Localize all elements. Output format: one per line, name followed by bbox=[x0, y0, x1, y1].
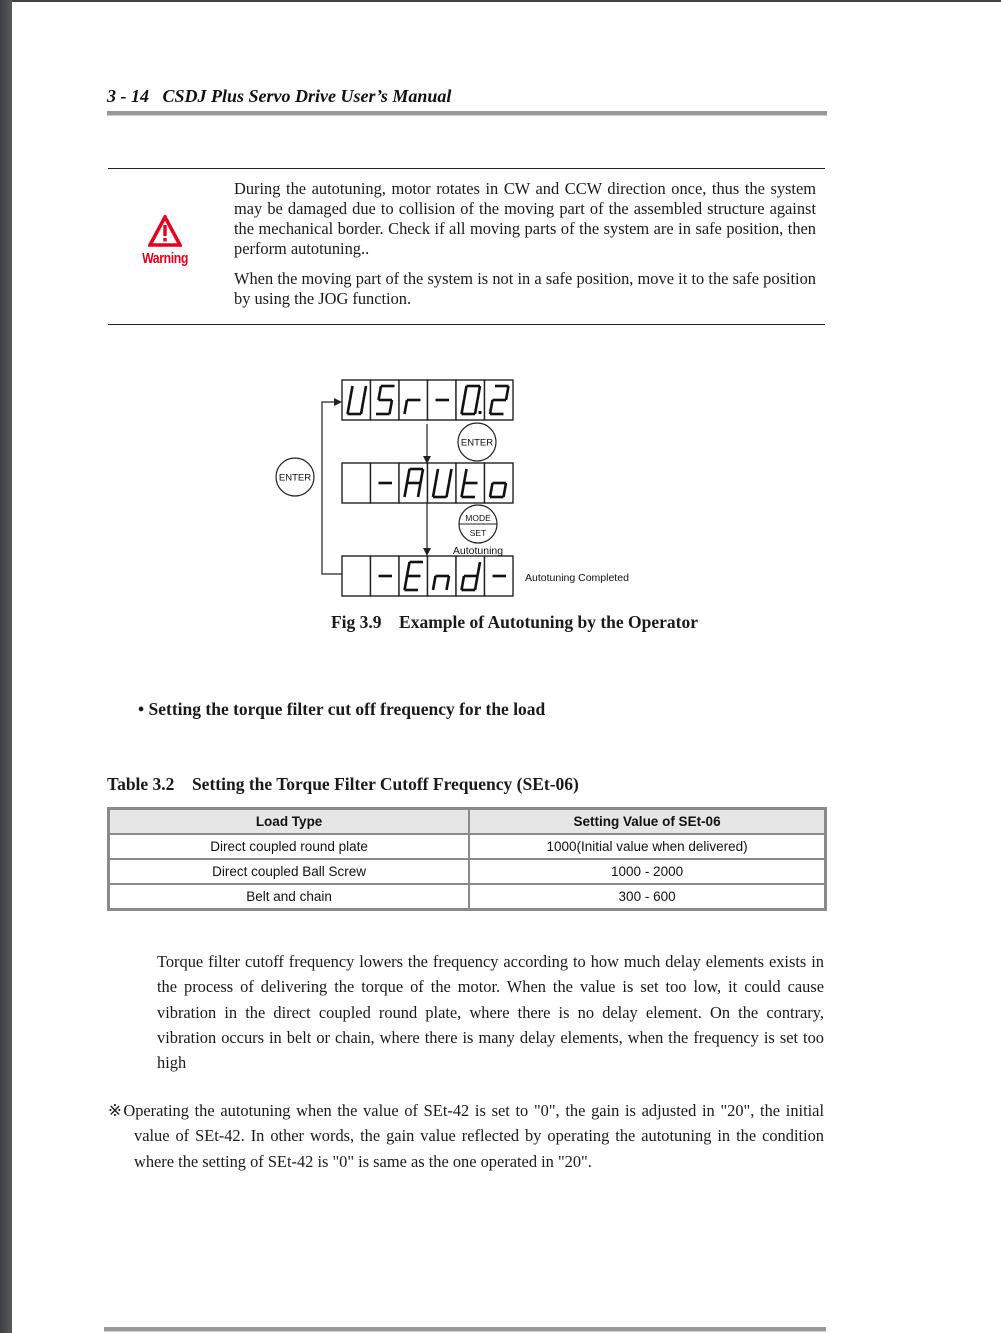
note-paragraph bbox=[108, 1098, 824, 1174]
enter-button-label: ENTER bbox=[460, 437, 494, 449]
display-digit bbox=[342, 380, 371, 420]
decimal-point bbox=[479, 411, 482, 414]
auto-display bbox=[342, 463, 513, 503]
display-digit bbox=[428, 380, 457, 420]
bullet-text: Setting the torque filter cut off frequency for the load bbox=[148, 699, 546, 719]
return-arrowhead bbox=[334, 398, 342, 406]
display-digit bbox=[399, 463, 428, 503]
column-header-setting-value: Setting Value of SEt-06 bbox=[469, 809, 825, 835]
viewer-top-edge bbox=[12, 0, 1001, 2]
load-type-cell: Belt and chain bbox=[109, 884, 470, 910]
table-row bbox=[109, 834, 826, 859]
display-digit bbox=[456, 463, 485, 503]
display-digit bbox=[428, 556, 457, 596]
enter-button-right[interactable] bbox=[458, 423, 496, 461]
display-digit bbox=[399, 380, 428, 420]
torque-filter-table bbox=[107, 807, 827, 911]
warning-box bbox=[108, 168, 825, 325]
table-row bbox=[109, 859, 826, 884]
figure-caption-text: Example of Autotuning by the Operator bbox=[399, 612, 699, 632]
warning-triangle-icon bbox=[148, 215, 182, 247]
header-title bbox=[107, 86, 827, 107]
display-digit bbox=[485, 463, 514, 503]
note-text: Operating the autotuning when the value of SEt-42 is set to "0", the gain is adjusted in "20", the initial value of SEt-42. In other words, the gain value reflected by operating the autotuning in the condition where the setting of SEt-42 is "0" is same as the one operated in "20". bbox=[123, 1101, 825, 1171]
display-digit bbox=[399, 556, 428, 596]
autotuning-diagram bbox=[260, 372, 680, 612]
table-row bbox=[109, 884, 826, 910]
figure-number: Fig 3.9 bbox=[330, 612, 382, 632]
note-symbol: ※ bbox=[108, 1101, 124, 1120]
section-bullet bbox=[138, 699, 545, 720]
table-title bbox=[107, 774, 579, 795]
autotuning-completed-label: Autotuning Completed bbox=[525, 572, 629, 584]
body-paragraph: Torque filter cutoff frequency lowers the frequency according to how much delay elements exists in the process of delivering the torque of the motor. When the value is set too low, it could cause vibration in the direct coupled round plate, where there is no delay element. On the contrary, vibration occurs in belt or chain, where there is many delay elements, when the frequency is set too high bbox=[157, 952, 824, 1073]
load-type-cell: Direct coupled Ball Screw bbox=[109, 859, 470, 884]
mode-set-button[interactable] bbox=[459, 505, 497, 543]
table-header-row bbox=[109, 809, 826, 835]
viewer-left-edge bbox=[0, 0, 12, 1333]
warning-paragraph: During the autotuning, motor rotates in CW and CCW direction once, thus the system may be damaged due to collision of the moving part of the assembled structure against the mechanical border. Check if all moving parts of the system are in safe position, then perform autotuning.. bbox=[234, 179, 816, 258]
enter-button-label: ENTER bbox=[278, 472, 312, 484]
display-digit bbox=[456, 380, 485, 420]
autotuning-label: Autotuning bbox=[452, 545, 504, 557]
flow-arrowhead-2 bbox=[423, 548, 431, 556]
column-header-load-type: Load Type bbox=[109, 809, 470, 835]
return-loop-line bbox=[322, 402, 342, 574]
page-header bbox=[107, 86, 827, 107]
display-digit bbox=[456, 556, 485, 596]
warning-badge bbox=[134, 215, 196, 267]
setting-value-cell: 1000(Initial value when delivered) bbox=[469, 834, 825, 859]
display-digit bbox=[485, 556, 514, 596]
enter-button-left[interactable] bbox=[276, 458, 314, 496]
figure-caption bbox=[0, 612, 1001, 633]
setting-value-cell: 300 - 600 bbox=[469, 884, 825, 910]
display-digit bbox=[371, 556, 400, 596]
header-rule bbox=[107, 111, 827, 116]
display-digit bbox=[428, 463, 457, 503]
page-number: 3 - 14 bbox=[107, 86, 149, 106]
autotuning-figure bbox=[260, 372, 680, 612]
setting-value-cell: 1000 - 2000 bbox=[469, 859, 825, 884]
table-title-text: Setting the Torque Filter Cutoff Frequency (SEt-06) bbox=[191, 774, 579, 794]
warning-paragraph: When the moving part of the system is not in a safe position, move it to the safe position by using the JOG function. bbox=[234, 269, 816, 308]
mode-label: MODE bbox=[465, 513, 491, 523]
display-digit bbox=[485, 380, 514, 420]
set-label: SET bbox=[469, 528, 487, 538]
end-display bbox=[342, 556, 513, 596]
display-digit bbox=[371, 380, 400, 420]
warning-text bbox=[234, 179, 816, 319]
load-type-cell: Direct coupled round plate bbox=[109, 834, 470, 859]
display-digit bbox=[342, 556, 371, 596]
warning-label: Warning bbox=[142, 250, 188, 267]
table-number: Table 3.2 bbox=[107, 774, 175, 794]
display-digit bbox=[371, 463, 400, 503]
usr-display bbox=[342, 380, 513, 420]
bullet-symbol: • bbox=[138, 699, 145, 719]
footer-rule bbox=[104, 1327, 826, 1332]
display-digit bbox=[342, 463, 371, 503]
manual-title: CSDJ Plus Servo Drive User’s Manual bbox=[162, 86, 452, 106]
